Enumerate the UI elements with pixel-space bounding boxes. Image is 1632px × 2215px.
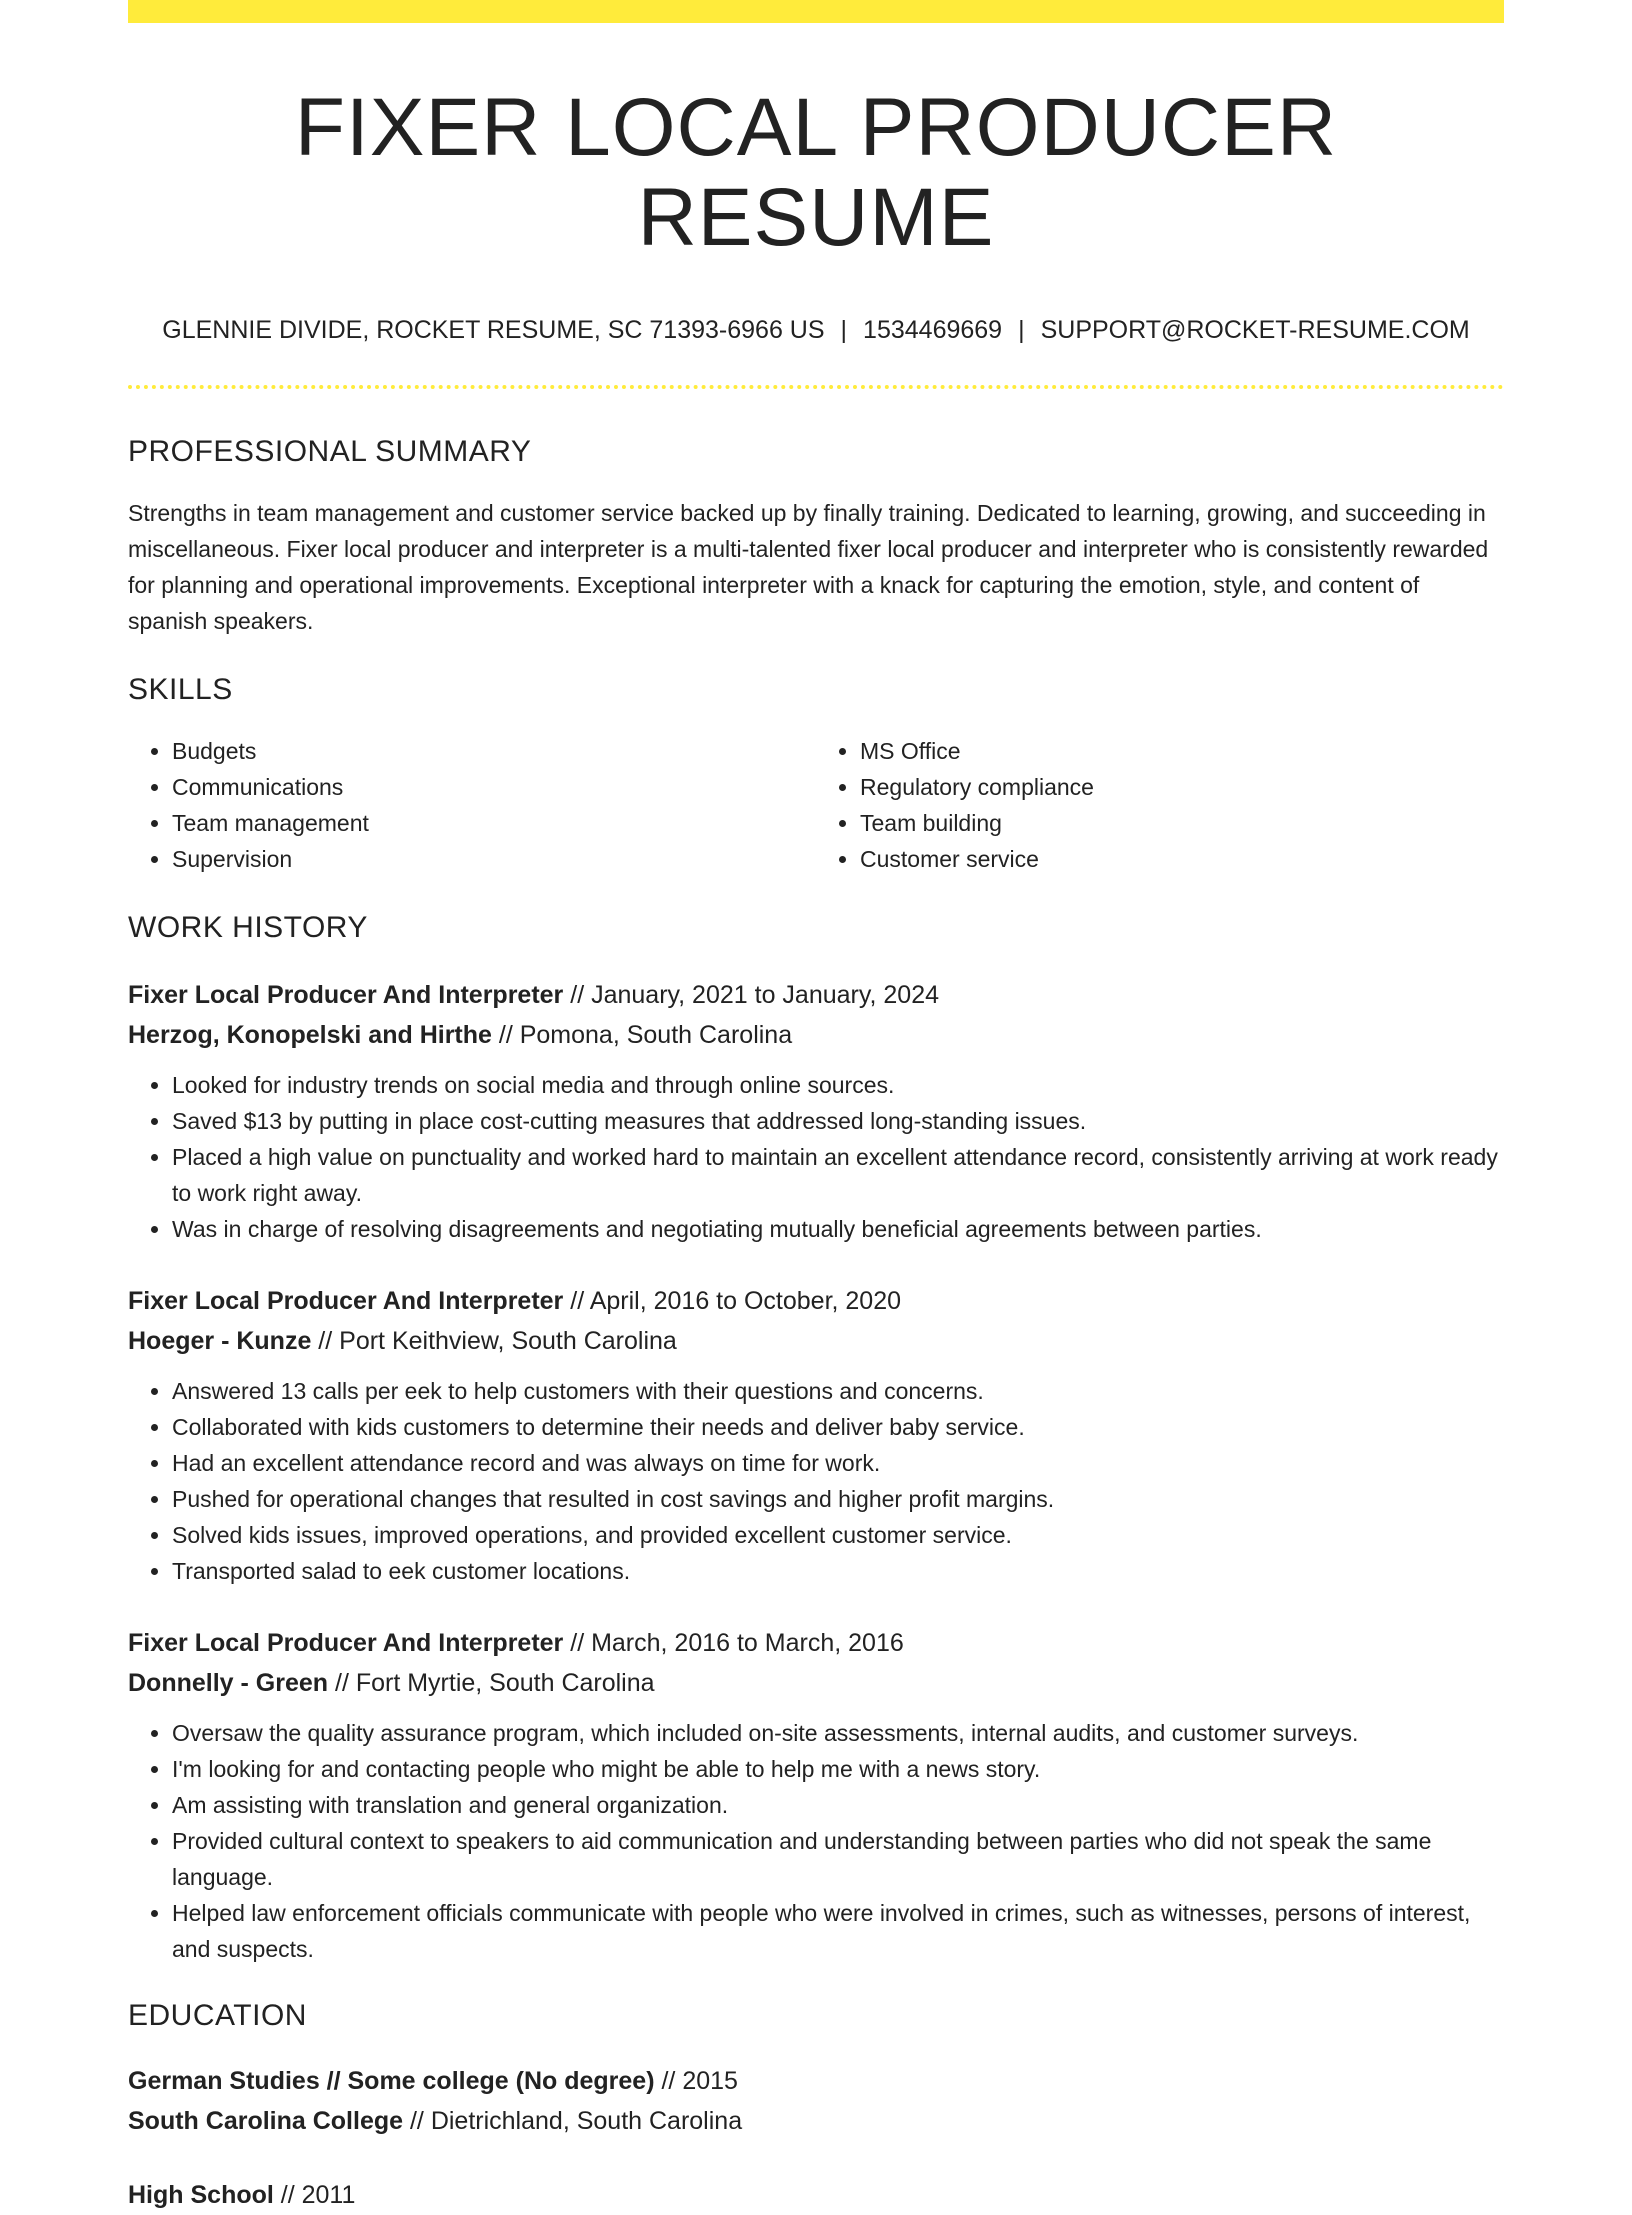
job-company: Herzog, Konopelski and Hirthe (128, 1021, 492, 1050)
job-entry (128, 1623, 1504, 1967)
skills-column-left (128, 733, 816, 877)
job-location: // Pomona, South Carolina (491, 1021, 793, 1050)
job-bullet: • Looked for industry trends on social media and through online sources. (172, 1067, 1504, 1103)
contact-email: SUPPORT@ROCKET-RESUME.COM (1040, 316, 1470, 345)
job-title: Fixer Local Producer And Interpreter (128, 981, 564, 1010)
job-bullet: • Transported salad to eek customer locations. (172, 1553, 1504, 1589)
education-entry (128, 2061, 1504, 2141)
job-bullets (128, 1715, 1504, 1967)
contact-line (128, 315, 1504, 345)
education-school-line (128, 2101, 1504, 2141)
education-year: // 2015 (654, 2067, 738, 2096)
dotted-divider (128, 385, 1504, 389)
contact-separator: | (1018, 316, 1025, 345)
contact-separator: | (840, 316, 848, 345)
skill-item: • Team building (860, 805, 1504, 841)
job-title: Fixer Local Producer And Interpreter (128, 1629, 564, 1658)
job-dates: // January, 2021 to January, 2024 (563, 981, 940, 1010)
education-heading: EDUCATION (128, 1999, 307, 2033)
job-bullet: • Had an excellent attendance record and was always on time for work. (172, 1445, 1504, 1481)
skill-item: • Communications (172, 769, 816, 805)
skills-heading: SKILLS (128, 673, 233, 707)
job-company: Hoeger - Kunze (128, 1327, 312, 1356)
education-location: // Dietrichland, South Carolina (403, 2107, 743, 2136)
job-bullet: • Oversaw the quality assurance program, which included on-site assessments, internal audits, and customer surveys. (172, 1715, 1504, 1751)
education-entry (128, 2175, 1504, 2215)
job-dates: // March, 2016 to March, 2016 (563, 1629, 904, 1658)
education-school: South Carolina College (128, 2107, 404, 2136)
skills-column-right (816, 733, 1504, 877)
job-company-line (128, 1015, 1504, 1055)
education-degree: High School (128, 2181, 274, 2210)
summary-text: Strengths in team management and customer service backed up by finally training. Dedicated to learning, growing, and succeeding in miscellaneous. Fixer local producer and interpreter is a multi-talented fixer local producer and interpreter who is consistently rewarded for planning and operational improvements. Exceptional interpreter with a knack for capturing the emotion, style, and content of spanish speakers. (128, 500, 1489, 635)
skill-item: • Regulatory compliance (860, 769, 1504, 805)
job-bullet: • I'm looking for and contacting people who might be able to help me with a news story. (172, 1751, 1504, 1787)
contact-address: GLENNIE DIVIDE, ROCKET RESUME, SC 71393-6966 US (162, 316, 825, 345)
resume-page (128, 0, 1504, 2215)
resume-title: FIXER LOCAL PRODUCER RESUME (294, 82, 1338, 264)
skills-list (128, 733, 1504, 877)
education-degree-line (128, 2061, 1504, 2101)
education-year: // 2011 (273, 2181, 356, 2210)
job-bullet: • Saved $13 by putting in place cost-cutting measures that addressed long-standing issues. (172, 1103, 1504, 1139)
job-bullet: • Pushed for operational changes that resulted in cost savings and higher profit margins. (172, 1481, 1504, 1517)
job-company-line (128, 1663, 1504, 1703)
job-entry (128, 975, 1504, 1247)
job-bullet: • Answered 13 calls per eek to help customers with their questions and concerns. (172, 1373, 1504, 1409)
top-accent-bar (128, 0, 1504, 23)
job-bullet: • Helped law enforcement officials communicate with people who were involved in crimes, such as witnesses, persons of interest, and suspects. (172, 1895, 1504, 1967)
contact-phone: 1534469669 (863, 316, 1003, 345)
job-bullet: • Am assisting with translation and general organization. (172, 1787, 1504, 1823)
summary-heading: PROFESSIONAL SUMMARY (128, 435, 532, 469)
skill-item: • Budgets (172, 733, 816, 769)
job-location: // Fort Myrtie, South Carolina (328, 1669, 655, 1698)
education-degree: German Studies // Some college (No degree) (128, 2067, 655, 2096)
skill-item: • Supervision (172, 841, 816, 877)
job-title-line (128, 975, 1504, 1015)
job-location: // Port Keithview, South Carolina (311, 1327, 677, 1356)
job-bullet: • Solved kids issues, improved operations, and provided excellent customer service. (172, 1517, 1504, 1553)
job-title-line (128, 1623, 1504, 1663)
job-title-line (128, 1281, 1504, 1321)
job-dates: // April, 2016 to October, 2020 (563, 1287, 902, 1316)
skill-item: • Customer service (860, 841, 1504, 877)
job-company: Donnelly - Green (128, 1669, 329, 1698)
job-bullet: • Provided cultural context to speakers to aid communication and understanding between parties who did not speak the same language. (172, 1823, 1504, 1895)
job-bullet: • Placed a high value on punctuality and worked hard to maintain an excellent attendance record, consistently arriving at work ready to work right away. (172, 1139, 1504, 1211)
job-bullet: • Was in charge of resolving disagreements and negotiating mutually beneficial agreements between parties. (172, 1211, 1504, 1247)
job-bullets (128, 1067, 1504, 1247)
education-degree-line (128, 2175, 1504, 2215)
skill-item: • Team management (172, 805, 816, 841)
work-history-heading: WORK HISTORY (128, 911, 368, 945)
job-company-line (128, 1321, 1504, 1361)
job-entry (128, 1281, 1504, 1589)
job-bullets (128, 1373, 1504, 1589)
skill-item: • MS Office (860, 733, 1504, 769)
job-bullet: • Collaborated with kids customers to determine their needs and deliver baby service. (172, 1409, 1504, 1445)
job-title: Fixer Local Producer And Interpreter (128, 1287, 564, 1316)
